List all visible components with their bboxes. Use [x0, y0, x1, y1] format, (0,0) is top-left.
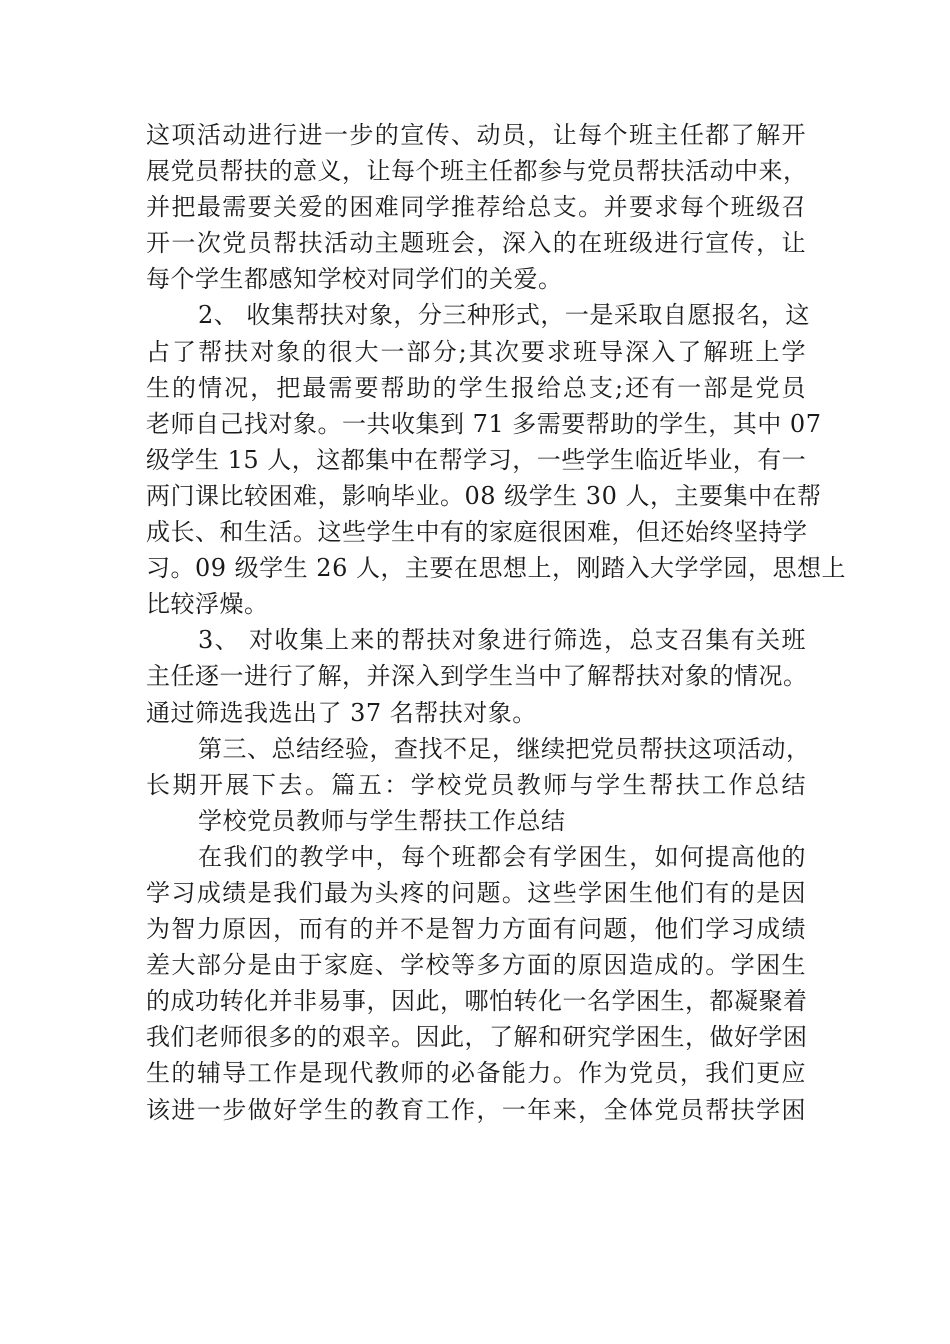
text-line: 生的情况，把最需要帮助的学生报给总支;还有一部是党员 — [146, 373, 806, 402]
text-line: 我们老师很多的的艰辛。因此，了解和研究学困生，做好学困 — [146, 1023, 808, 1052]
text-line: 主任逐一进行了解，并深入到学生当中了解帮扶对象的情况。 — [146, 662, 808, 691]
text-line: 差大部分是由于家庭、学校等多方面的原因造成的。学困生 — [146, 951, 806, 980]
text-line: 通过筛选我选出了 37 名帮扶对象。 — [146, 698, 537, 727]
text-line: 3、 对收集上来的帮扶对象进行筛选，总支召集有关班 — [198, 626, 806, 655]
text-line: 该进一步做好学生的教育工作，一年来，全体党员帮扶学困 — [146, 1095, 806, 1124]
text-line: 生的辅导工作是现代教师的必备能力。作为党员，我们更应 — [146, 1059, 806, 1088]
text-line: 习。09 级学生 26 人，主要在思想上，刚踏入大学学园，思想上 — [146, 554, 846, 583]
text-line: 占了帮扶对象的很大一部分;其次要求班导深入了解班上学 — [146, 337, 806, 366]
text-line: 第三、总结经验，查找不足，继续把党员帮扶这项活动， — [198, 734, 811, 763]
text-line: 老师自己找对象。一共收集到 71 多需要帮助的学生，其中 07 — [146, 409, 822, 438]
text-line: 的成功转化并非易事，因此，哪怕转化一名学困生，都凝聚着 — [146, 987, 808, 1016]
text-line: 这项活动进行进一步的宣传、动员，让每个班主任都了解开 — [146, 121, 806, 149]
text-line: 级学生 15 人，这都集中在帮学习，一些学生临近毕业，有一 — [146, 445, 807, 474]
text-line: 长期开展下去。篇五：学校党员教师与学生帮扶工作总结 — [146, 770, 806, 799]
body-text — [146, 117, 846, 1128]
text-line: 2、 收集帮扶对象，分三种形式，一是采取自愿报名，这 — [198, 301, 810, 330]
text-line: 为智力原因，而有的并不是智力方面有问题，他们学习成绩 — [146, 915, 806, 944]
text-line: 并把最需要关爱的困难同学推荐给总支。并要求每个班级召 — [146, 193, 806, 222]
text-line: 开一次党员帮扶活动主题班会，深入的在班级进行宣传，让 — [146, 229, 806, 258]
text-line: 展党员帮扶的意义，让每个班主任都参与党员帮扶活动中来， — [146, 157, 808, 186]
text-line: 学习成绩是我们最为头疼的问题。这些学困生他们有的是因 — [146, 878, 806, 907]
text-line: 比较浮燥。 — [146, 590, 269, 619]
text-line: 成长、和生活。这些学生中有的家庭很困难，但还始终坚持学 — [146, 518, 808, 547]
text-line: 两门课比较困难，影响毕业。08 级学生 30 人，主要集中在帮 — [146, 481, 822, 510]
text-line: 在我们的教学中，每个班都会有学困生，如何提高他的 — [198, 842, 806, 871]
section-title: 学校党员教师与学生帮扶工作总结 — [198, 806, 566, 835]
text-line: 每个学生都感知学校对同学们的关爱。 — [146, 265, 563, 294]
